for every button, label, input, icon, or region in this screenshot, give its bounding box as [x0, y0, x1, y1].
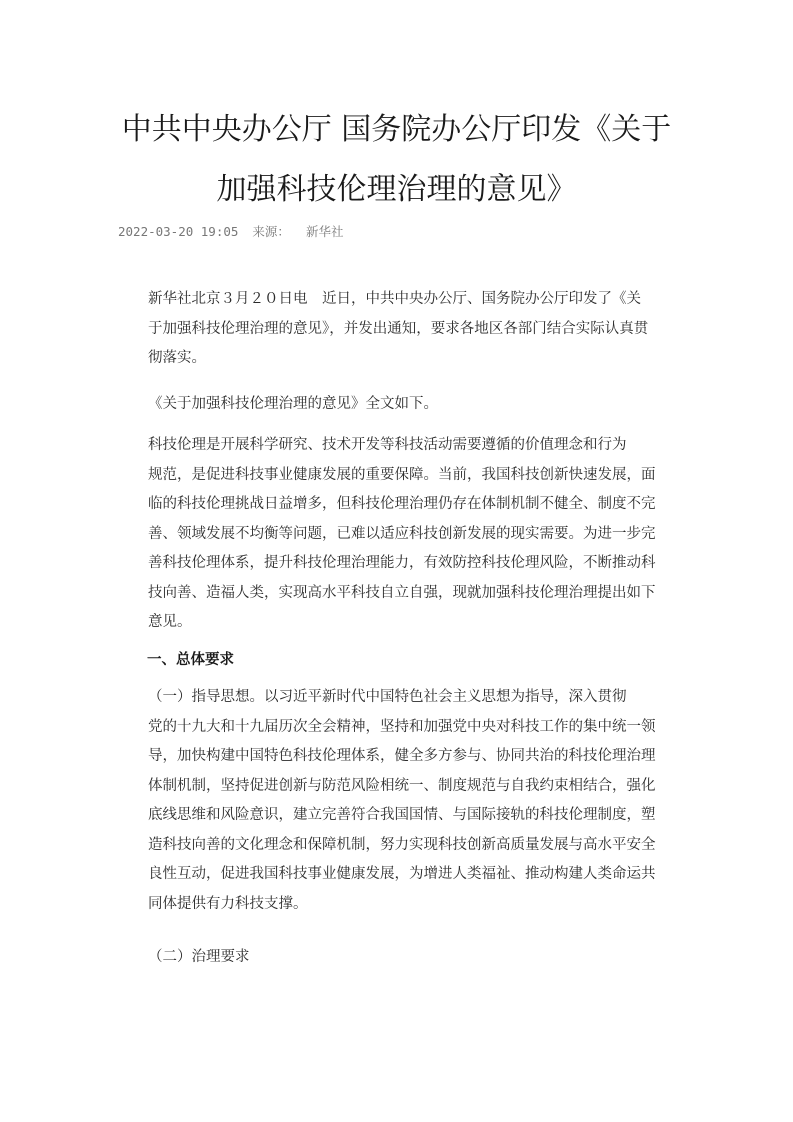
article-title-line-2: 加强科技伦理治理的意见》 [216, 172, 577, 207]
text-line: 临的科技伦理挑战日益增多，但科技伦理治理仍存在体制机制不健全、制度不完 [148, 496, 656, 512]
publish-datetime: 2022-03-20 19:05 [118, 224, 239, 239]
text-line: （一）指导思想。以习近平新时代中国特色社会主义思想为指导，深入贯彻 [148, 689, 627, 705]
paragraph-guiding-ideology [119, 683, 679, 919]
text-line: 技向善、造福人类，实现高水平科技自立自强，现就加强科技伦理治理提出如下 [148, 584, 656, 601]
paragraph-governance-requirements [119, 943, 679, 973]
text-line: 善、领域发展不均衡等问题，已难以适应科技创新发展的现实需要。为进一步完 [148, 525, 656, 542]
text-line: 导，加快构建中国特色科技伦理体系，健全多方参与、协同共治的科技伦理治理 [148, 748, 656, 764]
source-name: 新华社 [305, 224, 344, 239]
text-line: 良性互动，促进我国科技事业健康发展，为增进人类福祉、推动构建人类命运共 [148, 866, 656, 882]
text-line: 造科技向善的文化理念和保障机制，努力实现科技创新高质量发展与高水平安全 [148, 836, 656, 853]
text-line: 意见。 [148, 614, 192, 630]
text-line: 党的十九大和十九届历次全会精神，坚持和加强党中央对科技工作的集中统一领 [148, 718, 656, 735]
text-line: 底线思维和风险意识，建立完善符合我国国情、与国际接轨的科技伦理制度，塑 [148, 807, 656, 823]
text-line: 体制机制，坚持促进创新与防范风险相统一、制度规范与自我约束相结合，强化 [148, 777, 656, 794]
paragraph-fulltext-note [119, 390, 679, 420]
article-title-line-1: 中共中央办公厅 国务院办公厅印发《关于 [121, 112, 672, 147]
text-line: 《关于加强科技伦理治理的意见》全文如下。 [148, 396, 438, 412]
paragraph-intro [119, 285, 679, 374]
text-line: 彻落实。 [148, 350, 206, 366]
text-line: 善科技伦理体系，提升科技伦理治理能力，有效防控科技伦理风险，不断推动科 [148, 555, 656, 571]
text-line: 科技伦理是开展科学研究、技术开发等科技活动需要遵循的价值理念和行为 [148, 437, 627, 453]
article-meta [118, 224, 343, 240]
text-line: 规范，是促进科技事业健康发展的重要保障。当前，我国科技创新快速发展，面 [148, 466, 656, 483]
source-label: 来源： [252, 224, 290, 239]
paragraph-background [119, 431, 679, 638]
text-line: 新华社北京３月２０日电 近日，中共中央办公厅、国务院办公厅印发了《关 [148, 291, 641, 307]
text-line: 于加强科技伦理治理的意见》，并发出通知，要求各地区各部门结合实际认真贯 [148, 320, 649, 337]
text-line: 同体提供有力科技支撑。 [148, 895, 308, 912]
section-heading-general-requirements: 一、总体要求 [147, 652, 234, 668]
text-line: （二）治理要求 [148, 949, 250, 965]
